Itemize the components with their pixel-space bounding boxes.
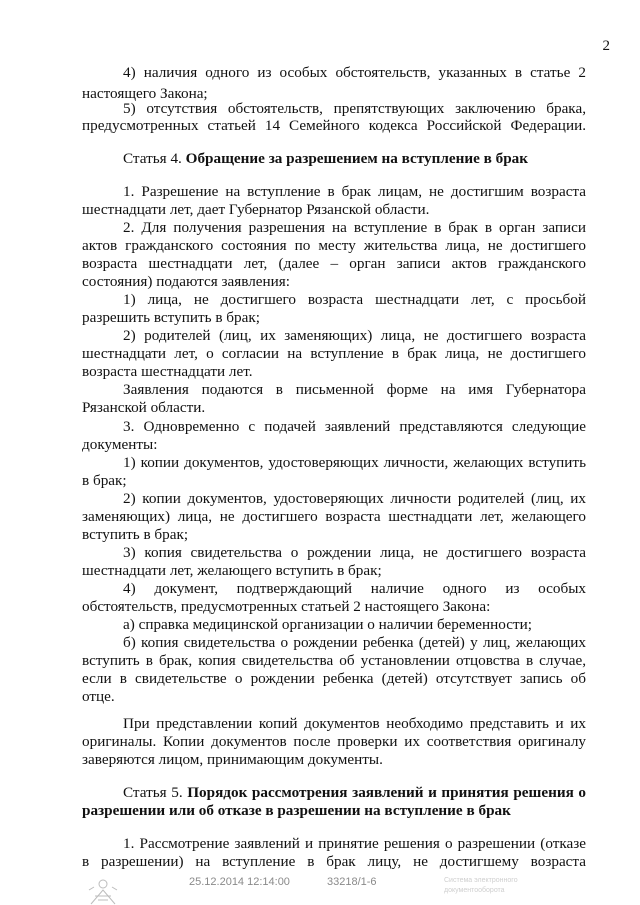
text-line: 2) копии документов, удостоверяющих личности родителей (лиц, их [123, 490, 586, 507]
text-line: в брак; [82, 472, 127, 489]
text-line: Рязанской области. [82, 399, 206, 416]
text-line: 2) родителей (лиц, их заменяющих) лица, не достигшего возраста [123, 327, 586, 344]
text-line: возраста шестнадцати лет, (далее – орган записи актов гражданского [82, 255, 586, 272]
text-line: заверяются лицом, принимающим документы. [82, 751, 383, 768]
footer-stamp-line1: Система электронного [444, 877, 518, 884]
document-footer [0, 876, 640, 900]
text-line: 3) копия свидетельства о рождении лица, не достигшего возраста [123, 544, 586, 561]
text-line: 3. Одновременно с подачей заявлений представляются следующие [123, 418, 586, 435]
text-line: б) копия свидетельства о рождении ребенка (детей) у лиц, желающих [123, 634, 586, 651]
article-4-heading [0, 150, 640, 170]
article-5-number: Статья 5. [123, 784, 183, 801]
text-line: 1. Рассмотрение заявлений и принятие решения о разрешении (отказе [123, 835, 586, 852]
text-line: Заявления подаются в письменной форме на имя Губернатора [123, 381, 586, 398]
registration-stamp-icon [86, 876, 120, 905]
text-line: разрешить вступить в брак; [82, 309, 260, 326]
article-5-title-line1: Порядок рассмотрения заявлений и принятия решения о [187, 784, 586, 801]
text-line: вступить в брак, копия свидетельства об установлении отцовства в случае, [82, 652, 586, 669]
text-line: а) справка медицинской организации о наличии беременности; [123, 616, 532, 633]
text-line: 1) копии документов, удостоверяющих личности, желающих вступить [123, 454, 586, 471]
text-line: шестнадцати лет, желающего вступить в брак; [82, 562, 382, 579]
article-5-heading-cont [0, 802, 640, 822]
text-line: заменяющих) лица, не достигшего возраста шестнадцати лет, желающего [82, 508, 586, 525]
text-line: актов гражданского состояния по месту жительства лица, не достигшего [82, 237, 586, 254]
article-5-heading [0, 784, 640, 804]
footer-timestamp: 25.12.2014 12:14:00 [189, 876, 290, 888]
article-4-number: Статья 4. [123, 150, 182, 167]
text-line: состояния) подаются заявления: [82, 273, 290, 290]
text-line: 4) наличия одного из особых обстоятельств, указанных в статье 2 [123, 64, 586, 81]
text-line: если в свидетельстве о рождении ребенка (детей) отсутствует запись об [82, 670, 586, 687]
text-line: 2. Для получения разрешения на вступление в брак в орган записи [123, 219, 586, 236]
article-4-title: Обращение за разрешением на вступление в брак [185, 150, 529, 167]
text-line: шестнадцати лет, о согласии на вступление в брак лица, не достигшего [82, 345, 586, 362]
text-line: документы: [82, 436, 158, 453]
text-line: предусмотренных статьей 14 Семейного кодекса Российской Федерации. [82, 117, 586, 134]
text-line: шестнадцати лет, дает Губернатор Рязанской области. [82, 201, 430, 218]
text-line: обстоятельств, предусмотренных статьей 2 настоящего Закона: [82, 598, 491, 615]
text-line: возраста шестнадцати лет. [82, 363, 253, 380]
text-line: 5) отсутствия обстоятельств, препятствующих заключению брака, [123, 100, 586, 117]
text-line: оригиналы. Копии документов после проверки их соответствия оригиналу [82, 733, 586, 750]
text-line: вступить в брак; [82, 526, 189, 543]
footer-doc-number: 33218/1-6 [327, 876, 377, 888]
text-line: в разрешении) на вступление в брак лицу, не достигшему возраста [82, 853, 586, 870]
text-line: 1. Разрешение на вступление в брак лицам, не достигшим возраста [123, 183, 586, 200]
text-line: отце. [82, 688, 115, 705]
text-line: 1) лица, не достигшего возраста шестнадцати лет, с просьбой [123, 291, 586, 308]
article-5-title-line2: разрешении или об отказе в разрешении на вступление в брак [82, 802, 511, 819]
text-line: настоящего Закона; [82, 85, 208, 102]
text-line: 4) документ, подтверждающий наличие одного из особых [123, 580, 586, 597]
page-number: 2 [602, 38, 610, 54]
footer-stamp-line2: документооборота [444, 887, 505, 894]
text-line: При представлении копий документов необходимо представить и их [123, 715, 586, 732]
